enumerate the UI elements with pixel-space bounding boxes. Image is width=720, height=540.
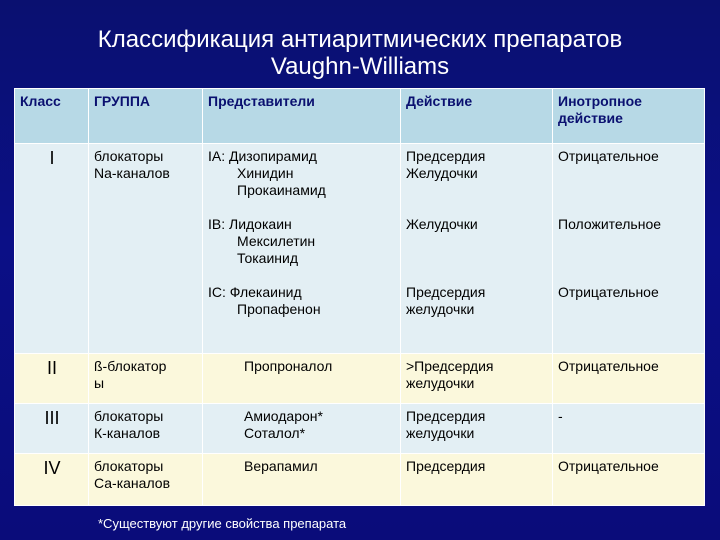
class-cell: III [15, 404, 89, 454]
table-row-class-2 [15, 354, 705, 404]
class-cell: I [15, 144, 89, 354]
representatives-cell: IA: Дизопирамид Хинидин Прокаинамид IB: Лидокаин Мексилетин Токаинид IC: Флекаинид Пропафенон [203, 144, 401, 354]
action-cell: Предсердия [401, 454, 553, 506]
group-cell: ß-блокатор ы [89, 354, 203, 404]
header-group: ГРУППА [89, 89, 203, 144]
table-row-class-3 [15, 404, 705, 454]
group-cell: блокаторы Са-каналов [89, 454, 203, 506]
representatives-cell: Верапамил [203, 454, 401, 506]
group-cell: блокаторы К-каналов [89, 404, 203, 454]
header-representatives: Представители [203, 89, 401, 144]
action-cell: Предсердия желудочки [401, 404, 553, 454]
header-inotropy: Инотропное действие [553, 89, 705, 144]
slide-title-line1: Классификация антиаритмических препаратов [97, 26, 623, 53]
slide-title [0, 26, 720, 80]
class-cell: IV [15, 454, 89, 506]
table-row-class-1 [15, 144, 705, 354]
representatives-cell: Амиодарон* Соталол* [203, 404, 401, 454]
classification-table [14, 88, 705, 506]
class-cell: II [15, 354, 89, 404]
inotropy-cell: Отрицательное [553, 354, 705, 404]
inotropy-cell: - [553, 404, 705, 454]
table-row-class-4 [15, 454, 705, 506]
header-class: Класс [15, 89, 89, 144]
representatives-cell: Пропроналол [203, 354, 401, 404]
header-action: Действие [401, 89, 553, 144]
action-cell: >Предсердия желудочки [401, 354, 553, 404]
inotropy-cell: Отрицательное Положительное Отрицательное [553, 144, 705, 354]
inotropy-cell: Отрицательное [553, 454, 705, 506]
slide-title-line2: Vaughn-Williams [270, 53, 450, 80]
table-header-row [15, 89, 705, 144]
footnote: *Существуют другие свойства препарата [98, 516, 347, 531]
group-cell: блокаторы Na-каналов [89, 144, 203, 354]
action-cell: Предсердия Желудочки Желудочки Предсердия желудочки [401, 144, 553, 354]
